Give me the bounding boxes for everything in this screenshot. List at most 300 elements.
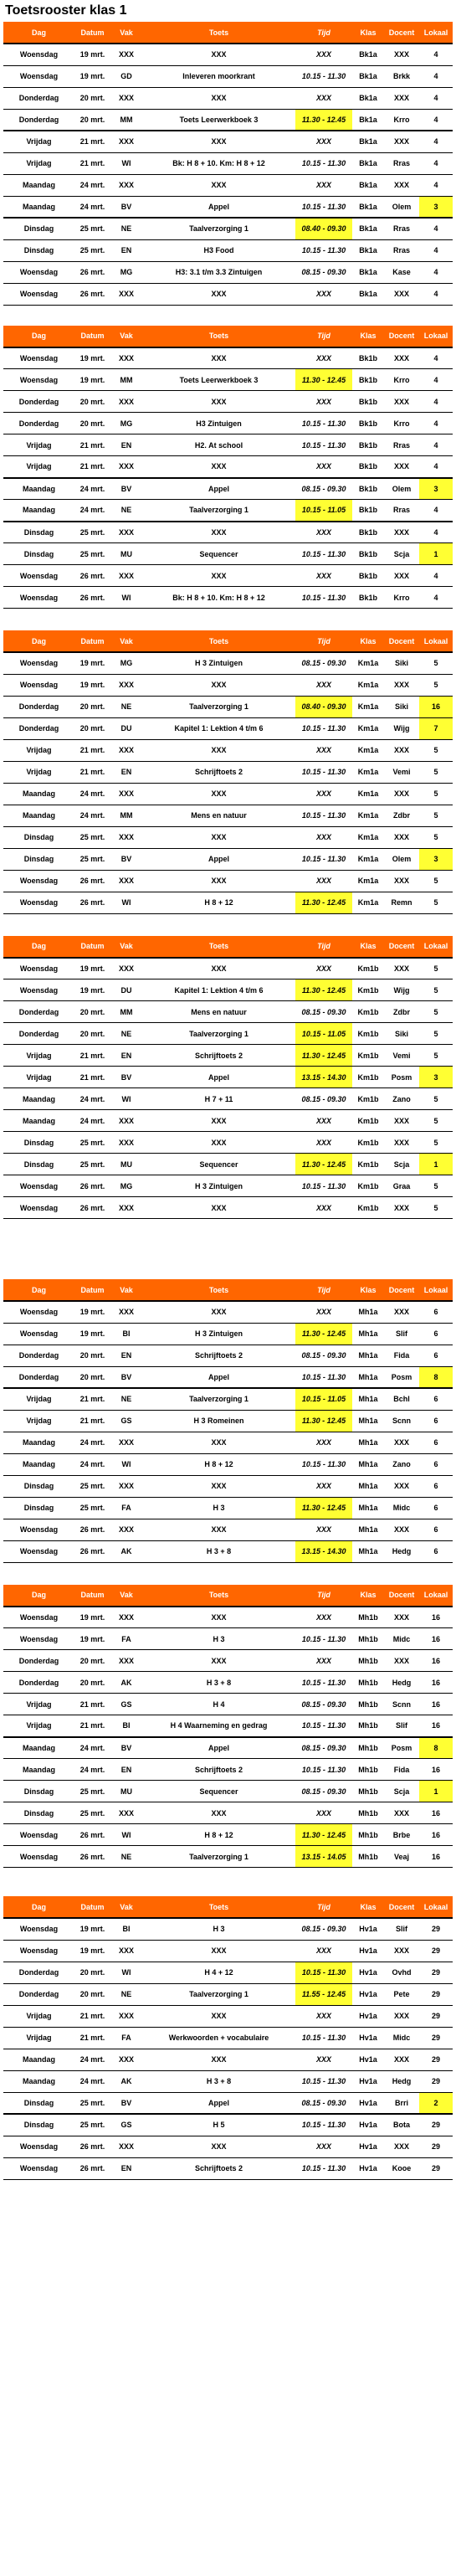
cell-vak: XXX (110, 347, 142, 369)
cell-docent: XXX (384, 1132, 419, 1154)
cell-docent: XXX (384, 1650, 419, 1672)
cell-vak: BV (110, 2092, 142, 2114)
column-header-klas: Klas (352, 22, 384, 44)
cell-tijd: 10.15 - 11.30 (295, 805, 352, 826)
cell-vak: EN (110, 761, 142, 783)
cell-docent: Ovhd (384, 1962, 419, 1983)
cell-toets: XXX (142, 870, 295, 892)
cell-lokaal: 16 (419, 1607, 453, 1628)
cell-lokaal: 4 (419, 391, 453, 413)
cell-toets: Toets Leerwerkboek 3 (142, 369, 295, 391)
table-row (3, 2092, 453, 2114)
table-row (3, 1301, 453, 1323)
cell-docent: XXX (384, 283, 419, 305)
cell-tijd: XXX (295, 131, 352, 152)
cell-klas: Bk1b (352, 434, 384, 456)
cell-datum: 19 mrt. (74, 979, 110, 1001)
cell-klas: Bk1a (352, 174, 384, 196)
cell-vak: NE (110, 1023, 142, 1045)
cell-vak: EN (110, 434, 142, 456)
cell-vak: WI (110, 152, 142, 174)
cell-klas: Bk1b (352, 522, 384, 543)
cell-klas: Bk1b (352, 413, 384, 434)
cell-docent: Siki (384, 696, 419, 717)
table-row (3, 1175, 453, 1197)
cell-docent: Zano (384, 1453, 419, 1475)
cell-lokaal: 5 (419, 1175, 453, 1197)
cell-lokaal: 4 (419, 109, 453, 131)
cell-klas: Bk1a (352, 283, 384, 305)
cell-datum: 25 mrt. (74, 1497, 110, 1519)
column-header-toets: Toets (142, 22, 295, 44)
cell-lokaal: 6 (419, 1519, 453, 1540)
table-row (3, 174, 453, 196)
cell-dag: Maandag (3, 1737, 74, 1759)
cell-klas: Km1a (352, 652, 384, 674)
cell-toets: XXX (142, 1132, 295, 1154)
cell-toets: XXX (142, 2005, 295, 2027)
cell-tijd: XXX (295, 1475, 352, 1497)
cell-dag: Maandag (3, 478, 74, 500)
cell-dag: Donderdag (3, 1345, 74, 1366)
cell-docent: Brkk (384, 65, 419, 87)
cell-lokaal: 3 (419, 196, 453, 218)
column-header-vak: Vak (110, 1279, 142, 1301)
cell-klas: Bk1a (352, 87, 384, 109)
cell-dag: Dinsdag (3, 826, 74, 848)
cell-toets: H 4 (142, 1694, 295, 1715)
cell-toets: Schrijftoets 2 (142, 761, 295, 783)
cell-klas: Bk1a (352, 109, 384, 131)
column-header-docent: Docent (384, 1279, 419, 1301)
cell-tijd: 08.15 - 09.30 (295, 1345, 352, 1366)
section-spacer (3, 914, 453, 936)
table-header-row (3, 326, 453, 347)
table-row (3, 1432, 453, 1453)
cell-datum: 20 mrt. (74, 1650, 110, 1672)
table-row (3, 783, 453, 805)
cell-docent: XXX (384, 565, 419, 587)
cell-vak: XXX (110, 2136, 142, 2157)
cell-datum: 25 mrt. (74, 1802, 110, 1824)
cell-vak: XXX (110, 522, 142, 543)
cell-klas: Km1b (352, 1175, 384, 1197)
cell-dag: Vrijdag (3, 2027, 74, 2049)
cell-klas: Km1a (352, 870, 384, 892)
cell-toets: Bk: H 8 + 10. Km: H 8 + 12 (142, 587, 295, 609)
cell-docent: XXX (384, 1519, 419, 1540)
cell-dag: Woensdag (3, 1323, 74, 1345)
cell-dag: Maandag (3, 196, 74, 218)
schedule-table (3, 1585, 453, 1869)
cell-vak: XXX (110, 131, 142, 152)
cell-lokaal: 29 (419, 2114, 453, 2136)
cell-datum: 19 mrt. (74, 1607, 110, 1628)
cell-docent: Rras (384, 434, 419, 456)
cell-vak: XXX (110, 174, 142, 196)
cell-docent: XXX (384, 44, 419, 65)
table-row (3, 565, 453, 587)
schedule-table (3, 1896, 453, 2180)
cell-docent: Graa (384, 1175, 419, 1197)
cell-dag: Woensdag (3, 44, 74, 65)
table-header-row (3, 22, 453, 44)
cell-vak: XXX (110, 2049, 142, 2070)
table-row (3, 87, 453, 109)
cell-tijd: 08.15 - 09.30 (295, 1737, 352, 1759)
cell-datum: 26 mrt. (74, 870, 110, 892)
table-row (3, 1628, 453, 1650)
cell-dag: Donderdag (3, 1023, 74, 1045)
cell-lokaal: 5 (419, 892, 453, 913)
table-row (3, 500, 453, 522)
cell-docent: XXX (384, 347, 419, 369)
cell-datum: 19 mrt. (74, 44, 110, 65)
cell-vak: XXX (110, 1432, 142, 1453)
cell-toets: H 3 (142, 1628, 295, 1650)
cell-docent: Rras (384, 218, 419, 239)
cell-vak: MU (110, 543, 142, 565)
cell-klas: Mh1a (352, 1519, 384, 1540)
cell-datum: 19 mrt. (74, 652, 110, 674)
cell-lokaal: 5 (419, 1110, 453, 1132)
cell-toets: XXX (142, 1197, 295, 1219)
section-spacer (3, 1563, 453, 1585)
table-row (3, 1672, 453, 1694)
cell-vak: WI (110, 587, 142, 609)
schedule-table (3, 1279, 453, 1563)
cell-lokaal: 4 (419, 44, 453, 65)
table-row (3, 434, 453, 456)
cell-datum: 24 mrt. (74, 2070, 110, 2092)
cell-lokaal: 6 (419, 1540, 453, 1562)
cell-vak: EN (110, 239, 142, 261)
cell-toets: XXX (142, 2136, 295, 2157)
cell-lokaal: 29 (419, 2049, 453, 2070)
column-header-toets: Toets (142, 936, 295, 958)
cell-datum: 21 mrt. (74, 1067, 110, 1088)
cell-tijd: 08.15 - 09.30 (295, 1001, 352, 1023)
cell-klas: Hv1a (352, 2070, 384, 2092)
table-row (3, 2136, 453, 2157)
cell-dag: Woensdag (3, 1301, 74, 1323)
column-header-docent: Docent (384, 936, 419, 958)
cell-klas: Mh1b (352, 1715, 384, 1737)
cell-datum: 20 mrt. (74, 1672, 110, 1694)
cell-klas: Mh1b (352, 1824, 384, 1846)
cell-datum: 25 mrt. (74, 1475, 110, 1497)
column-header-lokaal: Lokaal (419, 1585, 453, 1607)
section-spacer (3, 1219, 453, 1279)
cell-toets: Taalverzorging 1 (142, 218, 295, 239)
cell-lokaal: 4 (419, 65, 453, 87)
table-row (3, 1824, 453, 1846)
table-row (3, 1023, 453, 1045)
cell-klas: Km1b (352, 1023, 384, 1045)
cell-datum: 19 mrt. (74, 369, 110, 391)
cell-klas: Mh1a (352, 1366, 384, 1388)
cell-vak: FA (110, 1497, 142, 1519)
cell-lokaal: 5 (419, 1132, 453, 1154)
table-row (3, 261, 453, 283)
cell-datum: 21 mrt. (74, 2027, 110, 2049)
cell-tijd: 10.15 - 11.30 (295, 1175, 352, 1197)
cell-docent: XXX (384, 1432, 419, 1453)
cell-lokaal: 6 (419, 1432, 453, 1453)
cell-lokaal: 4 (419, 87, 453, 109)
cell-lokaal: 4 (419, 347, 453, 369)
cell-datum: 21 mrt. (74, 1388, 110, 1410)
table-row (3, 1345, 453, 1366)
cell-toets: XXX (142, 347, 295, 369)
cell-vak: AK (110, 1540, 142, 1562)
table-row (3, 522, 453, 543)
table-row (3, 1067, 453, 1088)
cell-dag: Donderdag (3, 413, 74, 434)
cell-tijd: 11.30 - 12.45 (295, 979, 352, 1001)
cell-toets: Bk: H 8 + 10. Km: H 8 + 12 (142, 152, 295, 174)
cell-tijd: XXX (295, 44, 352, 65)
cell-tijd: 10.15 - 11.30 (295, 239, 352, 261)
cell-toets: Schrijftoets 2 (142, 2157, 295, 2179)
column-header-datum: Datum (74, 22, 110, 44)
cell-datum: 24 mrt. (74, 1453, 110, 1475)
cell-lokaal: 29 (419, 1918, 453, 1940)
cell-tijd: 10.15 - 11.05 (295, 1388, 352, 1410)
cell-klas: Mh1a (352, 1388, 384, 1410)
cell-tijd: 10.15 - 11.30 (295, 717, 352, 739)
column-header-docent: Docent (384, 1585, 419, 1607)
cell-dag: Woensdag (3, 1175, 74, 1197)
cell-tijd: 11.55 - 12.45 (295, 1983, 352, 2005)
cell-toets: Inleveren moorkrant (142, 65, 295, 87)
cell-datum: 20 mrt. (74, 1962, 110, 1983)
cell-dag: Donderdag (3, 1983, 74, 2005)
cell-lokaal: 5 (419, 1045, 453, 1067)
cell-lokaal: 16 (419, 1759, 453, 1781)
cell-docent: Brri (384, 2092, 419, 2114)
cell-toets: XXX (142, 44, 295, 65)
cell-docent: Posm (384, 1366, 419, 1388)
cell-vak: MG (110, 413, 142, 434)
column-header-datum: Datum (74, 936, 110, 958)
cell-dag: Woensdag (3, 283, 74, 305)
cell-lokaal: 1 (419, 543, 453, 565)
cell-lokaal: 6 (419, 1388, 453, 1410)
cell-lokaal: 3 (419, 478, 453, 500)
cell-vak: WI (110, 1824, 142, 1846)
cell-dag: Donderdag (3, 1672, 74, 1694)
cell-toets: XXX (142, 456, 295, 478)
cell-lokaal: 16 (419, 1846, 453, 1868)
column-header-docent: Docent (384, 326, 419, 347)
cell-dag: Woensdag (3, 2157, 74, 2179)
cell-lokaal: 4 (419, 456, 453, 478)
cell-lokaal: 5 (419, 805, 453, 826)
cell-dag: Woensdag (3, 1540, 74, 1562)
cell-tijd: 10.15 - 11.30 (295, 1366, 352, 1388)
cell-dag: Woensdag (3, 870, 74, 892)
cell-toets: Kapitel 1: Lektion 4 t/m 6 (142, 979, 295, 1001)
cell-toets: H 8 + 12 (142, 1453, 295, 1475)
table-row (3, 1475, 453, 1497)
cell-lokaal: 4 (419, 434, 453, 456)
cell-tijd: XXX (295, 674, 352, 696)
cell-docent: XXX (384, 1475, 419, 1497)
cell-vak: AK (110, 1672, 142, 1694)
cell-lokaal: 2 (419, 2092, 453, 2114)
cell-datum: 19 mrt. (74, 958, 110, 979)
cell-tijd: 10.15 - 11.30 (295, 1672, 352, 1694)
cell-docent: Vemi (384, 1045, 419, 1067)
cell-tijd: 08.40 - 09.30 (295, 218, 352, 239)
cell-lokaal: 5 (419, 958, 453, 979)
cell-lokaal: 4 (419, 131, 453, 152)
cell-tijd: 10.15 - 11.30 (295, 1453, 352, 1475)
cell-datum: 24 mrt. (74, 478, 110, 500)
cell-klas: Km1b (352, 1132, 384, 1154)
cell-docent: Fida (384, 1345, 419, 1366)
cell-vak: EN (110, 2157, 142, 2179)
cell-tijd: 08.15 - 09.30 (295, 652, 352, 674)
cell-klas: Km1b (352, 1045, 384, 1067)
cell-vak: XXX (110, 283, 142, 305)
table-row (3, 1802, 453, 1824)
cell-klas: Mh1b (352, 1759, 384, 1781)
table-row (3, 283, 453, 305)
cell-lokaal: 4 (419, 152, 453, 174)
cell-dag: Donderdag (3, 1366, 74, 1388)
cell-datum: 25 mrt. (74, 1781, 110, 1802)
cell-dag: Maandag (3, 805, 74, 826)
table-row (3, 152, 453, 174)
cell-toets: Appel (142, 478, 295, 500)
table-row (3, 1132, 453, 1154)
cell-lokaal: 29 (419, 2027, 453, 2049)
cell-vak: GS (110, 1410, 142, 1432)
cell-tijd: XXX (295, 870, 352, 892)
cell-klas: Hv1a (352, 2027, 384, 2049)
cell-datum: 25 mrt. (74, 848, 110, 870)
cell-docent: Scja (384, 1781, 419, 1802)
table-row (3, 696, 453, 717)
cell-lokaal: 16 (419, 1694, 453, 1715)
schedule-sections (3, 22, 453, 2180)
cell-toets: H 4 Waarneming en gedrag (142, 1715, 295, 1737)
cell-tijd: XXX (295, 283, 352, 305)
cell-datum: 24 mrt. (74, 1432, 110, 1453)
column-header-lokaal: Lokaal (419, 22, 453, 44)
cell-vak: GS (110, 2114, 142, 2136)
table-row (3, 1045, 453, 1067)
cell-tijd: 08.15 - 09.30 (295, 1781, 352, 1802)
cell-klas: Mh1a (352, 1432, 384, 1453)
cell-klas: Bk1b (352, 565, 384, 587)
cell-vak: GD (110, 65, 142, 87)
cell-docent: XXX (384, 522, 419, 543)
cell-datum: 26 mrt. (74, 1846, 110, 1868)
cell-vak: GS (110, 1694, 142, 1715)
cell-lokaal: 16 (419, 1650, 453, 1672)
column-header-vak: Vak (110, 630, 142, 652)
table-row (3, 1366, 453, 1388)
cell-docent: Scja (384, 543, 419, 565)
cell-docent: Posm (384, 1067, 419, 1088)
cell-lokaal: 4 (419, 239, 453, 261)
cell-docent: XXX (384, 739, 419, 761)
cell-tijd: 11.30 - 12.45 (295, 1045, 352, 1067)
cell-docent: Pete (384, 1983, 419, 2005)
cell-tijd: 10.15 - 11.30 (295, 1962, 352, 1983)
cell-toets: Sequencer (142, 543, 295, 565)
cell-lokaal: 1 (419, 1154, 453, 1175)
cell-docent: Midc (384, 1628, 419, 1650)
cell-klas: Mh1b (352, 1694, 384, 1715)
cell-toets: XXX (142, 391, 295, 413)
cell-lokaal: 4 (419, 587, 453, 609)
cell-lokaal: 7 (419, 717, 453, 739)
cell-docent: XXX (384, 87, 419, 109)
cell-datum: 19 mrt. (74, 1940, 110, 1962)
cell-klas: Bk1a (352, 196, 384, 218)
cell-vak: NE (110, 1983, 142, 2005)
cell-toets: XXX (142, 87, 295, 109)
table-row (3, 131, 453, 152)
cell-docent: Wijg (384, 717, 419, 739)
column-header-lokaal: Lokaal (419, 1896, 453, 1918)
cell-toets: H 3 Romeinen (142, 1410, 295, 1432)
cell-klas: Km1b (352, 958, 384, 979)
table-row (3, 1154, 453, 1175)
cell-klas: Mh1b (352, 1672, 384, 1694)
cell-vak: XXX (110, 1650, 142, 1672)
cell-lokaal: 16 (419, 1802, 453, 1824)
cell-tijd: 13.15 - 14.05 (295, 1846, 352, 1868)
cell-datum: 26 mrt. (74, 2136, 110, 2157)
cell-lokaal: 29 (419, 2157, 453, 2179)
cell-tijd: XXX (295, 2136, 352, 2157)
cell-toets: H 3 (142, 1918, 295, 1940)
cell-vak: XXX (110, 391, 142, 413)
cell-klas: Km1b (352, 1067, 384, 1088)
cell-vak: MG (110, 261, 142, 283)
column-header-dag: Dag (3, 936, 74, 958)
cell-klas: Bk1b (352, 369, 384, 391)
cell-datum: 24 mrt. (74, 1737, 110, 1759)
cell-dag: Vrijdag (3, 739, 74, 761)
table-row (3, 44, 453, 65)
cell-klas: Bk1a (352, 44, 384, 65)
cell-datum: 21 mrt. (74, 1410, 110, 1432)
cell-toets: Schrijftoets 2 (142, 1045, 295, 1067)
cell-klas: Km1a (352, 826, 384, 848)
table-row (3, 1715, 453, 1737)
table-row (3, 1410, 453, 1432)
cell-datum: 26 mrt. (74, 892, 110, 913)
cell-vak: MU (110, 1154, 142, 1175)
cell-dag: Donderdag (3, 1001, 74, 1023)
cell-dag: Woensdag (3, 347, 74, 369)
cell-docent: Slif (384, 1715, 419, 1737)
cell-dag: Vrijdag (3, 2005, 74, 2027)
cell-toets: XXX (142, 1650, 295, 1672)
cell-tijd: 10.15 - 11.30 (295, 587, 352, 609)
cell-toets: XXX (142, 131, 295, 152)
cell-vak: EN (110, 1759, 142, 1781)
cell-toets: H3 Food (142, 239, 295, 261)
cell-docent: XXX (384, 1940, 419, 1962)
cell-tijd: 10.15 - 11.30 (295, 152, 352, 174)
